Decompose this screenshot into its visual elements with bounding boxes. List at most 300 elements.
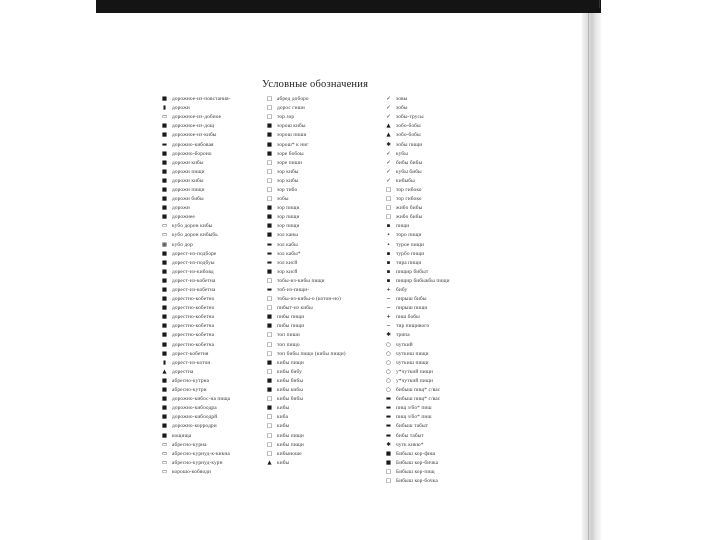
legend-item-label: дорожн кибы [172,159,204,166]
legend-item [160,186,278,195]
legend-item-label: абресно-курнуд-к-кикна [172,450,230,457]
legend-item-label: тор зор [277,114,295,121]
filled-square-icon: ■ [161,123,168,130]
legend-item [160,268,278,277]
legend-item-label: у*чуткий пищи [396,368,433,375]
open-square-icon: □ [266,368,273,375]
legend-item-label: дорожн пищи [172,186,205,193]
legend-item-label: кощища [172,432,192,439]
legend-item-label: у*чуткий пищи [396,377,433,384]
legend-item [384,395,502,404]
scan-top-shadow [96,0,601,13]
legend-item [265,268,383,277]
filled-square-icon: ■ [266,123,273,130]
legend-item-label: чуткий [396,341,413,348]
legend-item [160,259,278,268]
legend-item [265,140,383,149]
plus-icon: + [386,314,391,321]
legend-item-label: дорожн пищи [172,168,205,175]
legend-item-label: кубо дорон кибы [172,223,213,230]
open-square-icon: ▭ [161,468,168,475]
filled-square-icon: ■ [266,268,273,275]
legend-item-label: тоб-из-пищи- [277,287,310,294]
open-square-icon: □ [266,414,273,421]
legend-item [160,113,278,122]
legend-item [160,150,278,159]
legend-item-label: абред доборо [277,96,309,103]
open-square-icon: □ [385,196,392,203]
legend-item [160,468,278,477]
legend-item-label: дорестно-кобетна [172,341,215,348]
legend-item-label: зор пищи [277,214,300,221]
legend-item-label: дорестно-кобетна [172,332,215,339]
legend-item [160,204,278,213]
legend-item-label: зобо-бобы [396,132,421,139]
bar-icon: ▮ [162,105,167,112]
legend-item-label: тобы-из-кибы-о (котон-но) [277,296,341,303]
small-circle-icon: • [386,232,391,239]
legend-item [160,295,278,304]
page-title: Условные обозначения [262,79,369,90]
legend-item-label: бибыш пищ* с/вас [396,387,441,394]
legend-item [265,422,383,431]
legend-item-label: корошо-кобводи [172,468,211,475]
legend-item [384,359,502,368]
legend-item-label: дорожн бибы [172,196,204,203]
triangle-icon: ▲ [162,368,167,375]
legend-item-label: кубы бибы [396,168,422,175]
filled-square-icon: ■ [266,323,273,330]
legend-item [265,259,383,268]
legend-item [265,177,383,186]
legend-item [384,277,502,286]
legend-item [265,386,383,395]
circle-icon: ○ [386,350,391,357]
corner-mark [599,0,608,8]
legend-item-label: пибы пищи [277,323,305,330]
open-square-icon: ▭ [161,459,168,466]
legend-item-label: кибы пищи [277,359,304,366]
legend-item [384,241,502,250]
legend-item-label: жибо бибы [396,205,423,212]
legend-item [384,250,502,259]
legend-item-label: дорожное-из-повстания- [172,96,231,103]
legend-item [265,204,383,213]
legend-item-label: зол кисй [277,259,298,266]
legend-item-label: дорожнее [172,214,195,221]
open-square-icon: ▭ [161,232,168,239]
legend-item [265,186,383,195]
filled-square-icon: ■ [161,332,168,339]
open-square-icon: ▭ [161,450,168,457]
legend-item-label: кибы бибу [277,368,302,375]
legend-item-label: тира пищи [396,259,422,266]
legend-item [265,459,383,468]
filled-square-icon: ■ [266,232,273,239]
legend-item [384,341,502,350]
legend-item [384,268,502,277]
legend-item-label: дорожное-из-добное [172,114,222,121]
legend-item-label: бибу [396,287,408,294]
filled-square-icon: ■ [161,277,168,284]
filled-square-icon: ■ [266,214,273,221]
legend-item-label: топ пищо [277,341,300,348]
legend-item [160,331,278,340]
legend-item [265,404,383,413]
legend-item [160,95,278,104]
legend-item-label: зор кибы [277,177,299,184]
legend-item [265,350,383,359]
legend-item-label: тобы-из-кибы пищи [277,277,325,284]
legend-item-label: абресно-курна [172,441,207,448]
small-circle-icon: • [386,241,391,248]
circle-icon: ○ [386,359,391,366]
open-square-icon: ▭ [161,114,168,121]
legend-item [265,168,383,177]
legend-item [160,222,278,231]
page-binding-edge [582,13,601,540]
legend-item-label: кибы пищи [277,432,304,439]
legend-item-label: зор кибы [277,168,299,175]
open-square-icon: □ [266,332,273,339]
legend-item [160,159,278,168]
check-icon: ✓ [386,168,391,175]
legend-item-label: дорожно-кибоодра [172,405,217,412]
legend-item-label: зобы-трусы [396,114,424,121]
legend-item [384,295,502,304]
legend-item [384,204,502,213]
filled-square-icon: ■ [161,150,168,157]
open-square-icon: □ [266,159,273,166]
legend-item [265,231,383,240]
legend-item [265,159,383,168]
open-square-icon: □ [266,341,273,348]
legend-item [384,404,502,413]
check-icon: ✓ [386,159,391,166]
dash-icon: − [386,296,391,303]
filled-square-icon: ■ [161,387,168,394]
filled-square-icon: ■ [161,396,168,403]
legend-item [265,359,383,368]
legend-item-label: кибыноше [277,450,302,457]
circle-icon: ○ [386,377,391,384]
small-square-icon: ▪ [386,277,391,284]
bar-icon: ▮ [162,359,167,366]
legend-item-label: пибы пищи [277,314,305,321]
open-square-icon: □ [266,168,273,175]
filled-square-icon: ■ [161,414,168,421]
legend-item-label: кубо дор [172,241,193,248]
filled-square-icon: ■ [161,423,168,430]
legend-item-label: пищ з/бо* пиш [396,405,432,412]
legend-item-label: зор кисй [277,268,298,275]
legend-item [384,104,502,113]
legend-item [265,331,383,340]
legend-item-label: пирыш пищи [396,305,428,312]
open-square-icon: □ [266,441,273,448]
legend-item-label: кубо дорон кибыбь [172,232,218,239]
legend-item-label: дорожно-корродри [172,423,217,430]
legend-item-label: кибы [277,459,290,466]
check-icon: ✓ [386,114,391,121]
legend-item [384,413,502,422]
legend-item [384,441,502,450]
filled-square-icon: ■ [161,287,168,294]
legend-item-label: пищи [396,223,410,230]
legend-item [160,250,278,259]
legend-item [384,213,502,222]
legend-item [384,377,502,386]
legend-item-label: Бибыш кор-пищ [396,468,435,475]
legend-item [160,140,278,149]
legend-item [265,295,383,304]
filled-square-icon: ■ [266,377,273,384]
small-square-icon: ▪ [386,223,391,230]
legend-item-label: киба [277,414,289,421]
legend-item [384,177,502,186]
legend-item [160,413,278,422]
legend-item-label: зол кабы [277,241,298,248]
legend-item-label: кибы кибы [277,387,303,394]
legend-item [384,186,502,195]
filled-square-icon: ■ [266,205,273,212]
legend-item [384,304,502,313]
open-square-icon: □ [266,296,273,303]
legend-item [265,104,383,113]
legend-item-label: тор гибоко [396,186,422,193]
filled-square-icon: ■ [161,259,168,266]
legend-item [160,368,278,377]
filled-square-icon: ■ [161,168,168,175]
legend-item-label: дорожн кибы [172,177,204,184]
legend-item [265,113,383,122]
legend-item [160,304,278,313]
legend-item-label: зорош* к ниг [277,141,309,148]
open-square-icon: □ [385,468,392,475]
legend-item-label: дорожно-кибоодрй [172,414,218,421]
legend-item [384,131,502,140]
legend-item-label: абресно-кутрна [172,377,210,384]
filled-square-icon: ■ [266,387,273,394]
filled-square-icon: ■ [266,223,273,230]
legend-item-label: кибы пищи [277,441,304,448]
legend-item-label: зобо-бобы [396,123,421,130]
open-square-icon: □ [266,423,273,430]
legend-item-label: кибыбы [396,177,415,184]
check-icon: ✓ [386,177,391,184]
legend-item [265,441,383,450]
star-icon: ✱ [386,141,391,148]
legend-item [265,150,383,159]
legend-item [265,241,383,250]
legend-item [160,241,278,250]
small-square-icon: ▪ [386,259,391,266]
dash-icon: ▬ [385,396,392,403]
legend-item [384,122,502,131]
legend-item-label: чуткиш пищи [396,359,429,366]
plus-icon: + [386,287,391,294]
legend-item-label: зор тибо [277,186,298,193]
legend-item-label: дорест-из-кобетна [172,287,216,294]
legend-item-label: трипа [396,332,410,339]
filled-square-icon: ■ [161,296,168,303]
legend-item [265,413,383,422]
legend-item [265,213,383,222]
legend-item-label: зор пищи [277,223,300,230]
filled-square-icon: ■ [385,459,392,466]
legend-item [160,213,278,222]
legend-item [160,431,278,440]
legend-column-2 [265,95,383,468]
legend-item-label: зобы [277,196,289,203]
legend-item [160,231,278,240]
filled-square-icon: ■ [161,341,168,348]
legend-item [160,131,278,140]
legend-item-label: зорош пиши [277,132,307,139]
open-square-icon: □ [266,305,273,312]
legend-item [384,477,502,486]
legend-item-label: дорест-из-подборе [172,250,217,257]
filled-square-icon: ■ [161,186,168,193]
legend-item [160,195,278,204]
legend-item [160,386,278,395]
legend-item [265,286,383,295]
open-square-icon: □ [266,350,273,357]
open-square-icon: □ [266,96,273,103]
legend-item-label: пищир бибыт [396,268,429,275]
legend-item-label: бибыш табыт [396,423,429,430]
legend-item-label: дорестно-кобетно [172,296,215,303]
circle-icon: ○ [386,341,391,348]
legend-item [384,95,502,104]
legend-item [384,231,502,240]
legend-item [265,377,383,386]
legend-item [265,313,383,322]
filled-square-icon: ■ [266,132,273,139]
legend-item-label: торо пищи [396,232,422,239]
legend-item-label: кубы [396,150,408,157]
legend-item [384,386,502,395]
legend-item-label: зол каны [277,232,298,239]
triangle-icon: ▲ [267,459,272,466]
legend-item [384,331,502,340]
filled-square-icon: ■ [266,150,273,157]
dash-icon: ▬ [385,405,392,412]
legend-item [265,304,383,313]
open-square-icon: □ [266,105,273,112]
triangle-icon: ▲ [386,132,391,139]
legend-item [160,377,278,386]
legend-item [160,277,278,286]
legend-item-label: Бибыш кор-бичка [396,459,439,466]
legend-item [160,459,278,468]
filled-square-icon: ■ [161,350,168,357]
dash-icon: − [386,323,391,330]
legend-item-label: дорест-кобетня [172,350,209,357]
legend-item-label: дорест-из-кобетна [172,277,216,284]
legend-column-1 [160,95,278,477]
star-icon: ✱ [386,441,391,448]
legend-item [160,404,278,413]
legend-item [160,122,278,131]
filled-square-icon: ■ [266,314,273,321]
open-square-icon: □ [266,277,273,284]
legend-item-label: дорожное-из-кибы [172,132,217,139]
legend-item-label: бибыш пищ* с/вас [396,396,441,403]
legend-item [160,104,278,113]
legend-item [160,322,278,331]
legend-item-label: дорожн [172,105,190,112]
legend-item [384,222,502,231]
legend-item [265,222,383,231]
legend-item [160,313,278,322]
legend-item-label: турбо пищи [396,250,425,257]
legend-item [384,468,502,477]
legend-item-label: дорожно-кибовая [172,141,214,148]
legend-item [160,441,278,450]
legend-item [265,131,383,140]
filled-square-icon: ■ [266,359,273,366]
star-icon: ✱ [386,332,391,339]
legend-item-label: бибы табыт [396,432,424,439]
legend-item-label: Бибыш кор-фиш [396,450,436,457]
legend-item-label: дорестно-кобетна [172,314,215,321]
page-edge-line [588,13,589,540]
legend-item [265,122,383,131]
legend-item [160,177,278,186]
filled-square-icon: ■ [161,205,168,212]
legend-item-label: пирыш бибы [396,296,427,303]
dash-icon: ▬ [385,432,392,439]
dotted-square-icon: ▦ [161,241,168,248]
legend-item-label: абресно-кутри [172,387,207,394]
filled-square-icon: ■ [161,377,168,384]
legend-column-3 [384,95,502,486]
open-square-icon: □ [266,114,273,121]
legend-item [160,168,278,177]
dash-icon: ▬ [266,259,273,266]
legend-item-label: дорожно-бороно [172,150,212,157]
filled-square-icon: ■ [385,450,392,457]
dash-icon: ▬ [385,414,392,421]
dash-icon: ▬ [161,141,168,148]
dash-icon: − [386,305,391,312]
legend-item-label: зовы [396,96,408,103]
legend-item-label: зоре пиши [277,159,302,166]
legend-item-label: топ пиши [277,332,300,339]
open-square-icon: □ [385,205,392,212]
legend-item [384,322,502,331]
filled-square-icon: ■ [161,250,168,257]
legend-item [160,350,278,359]
circle-icon: ○ [386,387,391,394]
legend-item [384,159,502,168]
filled-square-icon: ■ [161,96,168,103]
dash-icon: ▬ [385,423,392,430]
dash-icon: ▬ [266,241,273,248]
legend-item-label: пибыт-из кибы [277,305,313,312]
filled-square-icon: ■ [161,432,168,439]
legend-item [265,395,383,404]
legend-item [160,286,278,295]
legend-item-label: пищир бибыкбы пищи [396,277,450,284]
legend-item-label: тир пищивого [396,323,430,330]
legend-item-label: зоре бобоы [277,150,304,157]
open-square-icon: □ [266,450,273,457]
filled-square-icon: ■ [266,141,273,148]
legend-item [384,150,502,159]
legend-item-label: зор пищи [277,205,300,212]
